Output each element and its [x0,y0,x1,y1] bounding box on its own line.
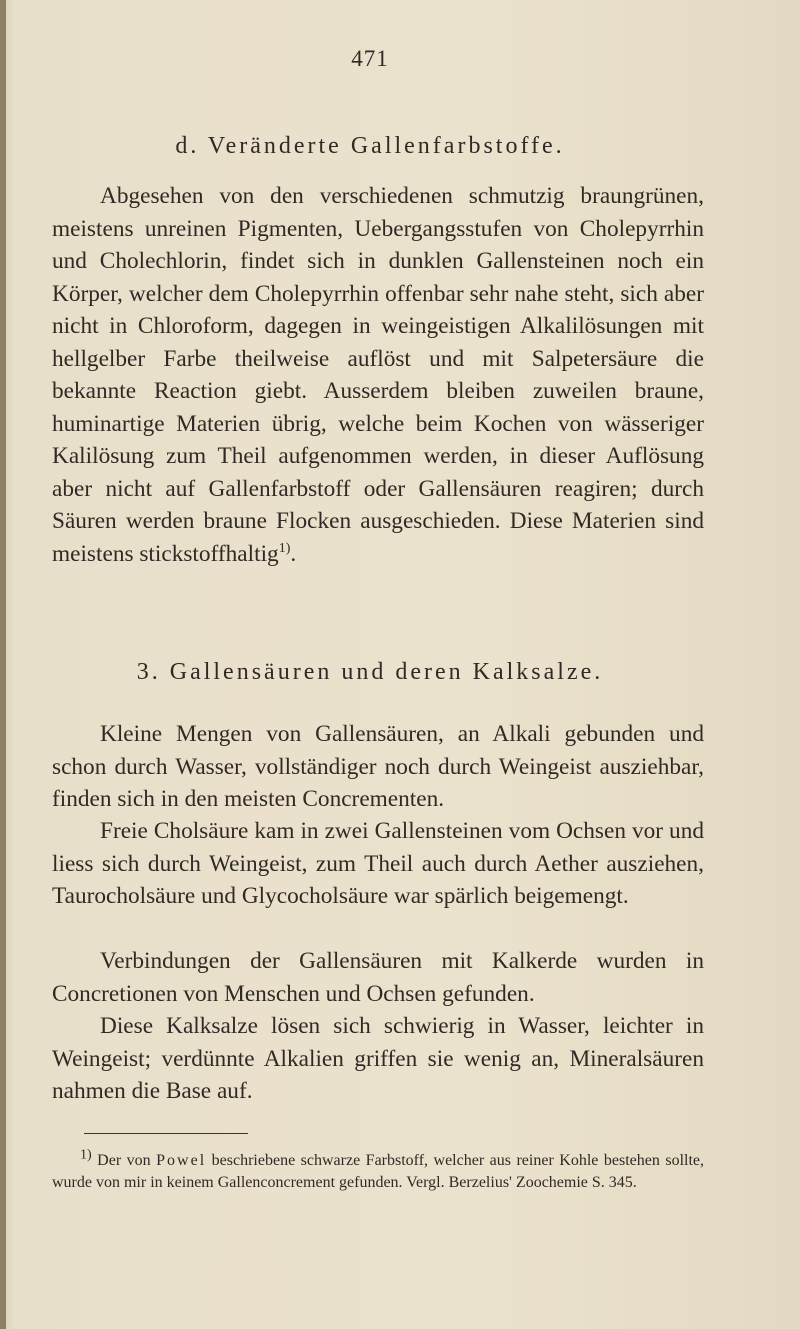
footnote-marker: 1) [80,1147,92,1163]
section-3-paragraph-2: Freie Cholsäure kam in zwei Gallensteinen vom Ochsen vor und liess sich durch Weingeist, zum Theil auch durch Aether ausziehen, Taurocholsäure und Glycocholsäure war spärlich beigemengt. [52,818,704,909]
page-number: 471 [351,46,389,71]
footnote-text-before: Der von [97,1152,151,1169]
footnote [52,1147,705,1194]
section-d-text: Abgesehen von den verschiedenen schmutzig braungrünen, meistens unreinen Pigmenten, Uebergangsstufen von Cholepyrrhin und Cholechlorin, findet sich in dunklen Gallensteinen noch ein Körper, welcher dem Cholepyrrhin offenbar sehr nahe steht, sich aber nicht in Chloroform, dagegen in weingeistigen Alkalilösungen mit hellgelber Farbe theilweise auflöst und mit Salpetersäure die bekannte Reaction giebt. Ausserdem bleiben zuweilen braune, huminartige Materien übrig, welche beim Kochen von wässeriger Kalilösung zum Theil aufgenommen werden, in dieser Auflösung aber nicht auf Gallenfarbstoff oder Gallensäuren reagiren; durch Säuren werden braune Flocken ausgeschieden. Diese Materien sind meistens stickstoffhaltig [52,183,704,567]
footnote-reference[interactable]: 1) [278,540,291,556]
section-3-paragraph-3: Verbindungen der Gallensäuren mit Kalkerde wurden in Concretionen von Menschen und Ochsen gefunden. [52,948,704,1007]
footnote-author: Powel [156,1152,207,1169]
section-3-paragraph-1: Kleine Mengen von Gallensäuren, an Alkali gebunden und schon durch Wasser, vollständiger noch durch Weingeist ausziehbar, finden sich in den meisten Concrementen. [52,721,704,812]
footnote-text-after: beschriebene schwarze Farbstoff, welcher aus reiner Kohle bestehen sollte, wurde von mir in keinem Gallenconcrement gefunden. Vergl. Berzelius' Zoochemie S. 345. [52,1152,705,1191]
section-d-text-end: . [290,540,297,567]
footnote-divider [84,1133,248,1134]
section-3-heading: 3. Gallensäuren und deren Kalksalze. [136,659,604,685]
section-d-paragraph [52,180,704,570]
section-d-heading: d. Veränderte Gallenfarbstoffe. [175,133,565,159]
section-3-paragraph-4: Diese Kalksalze lösen sich schwierig in Wasser, leichter in Weingeist; verdünnte Alkalien griffen sie wenig an, Mineralsäuren nahmen die Base auf. [52,1013,704,1104]
